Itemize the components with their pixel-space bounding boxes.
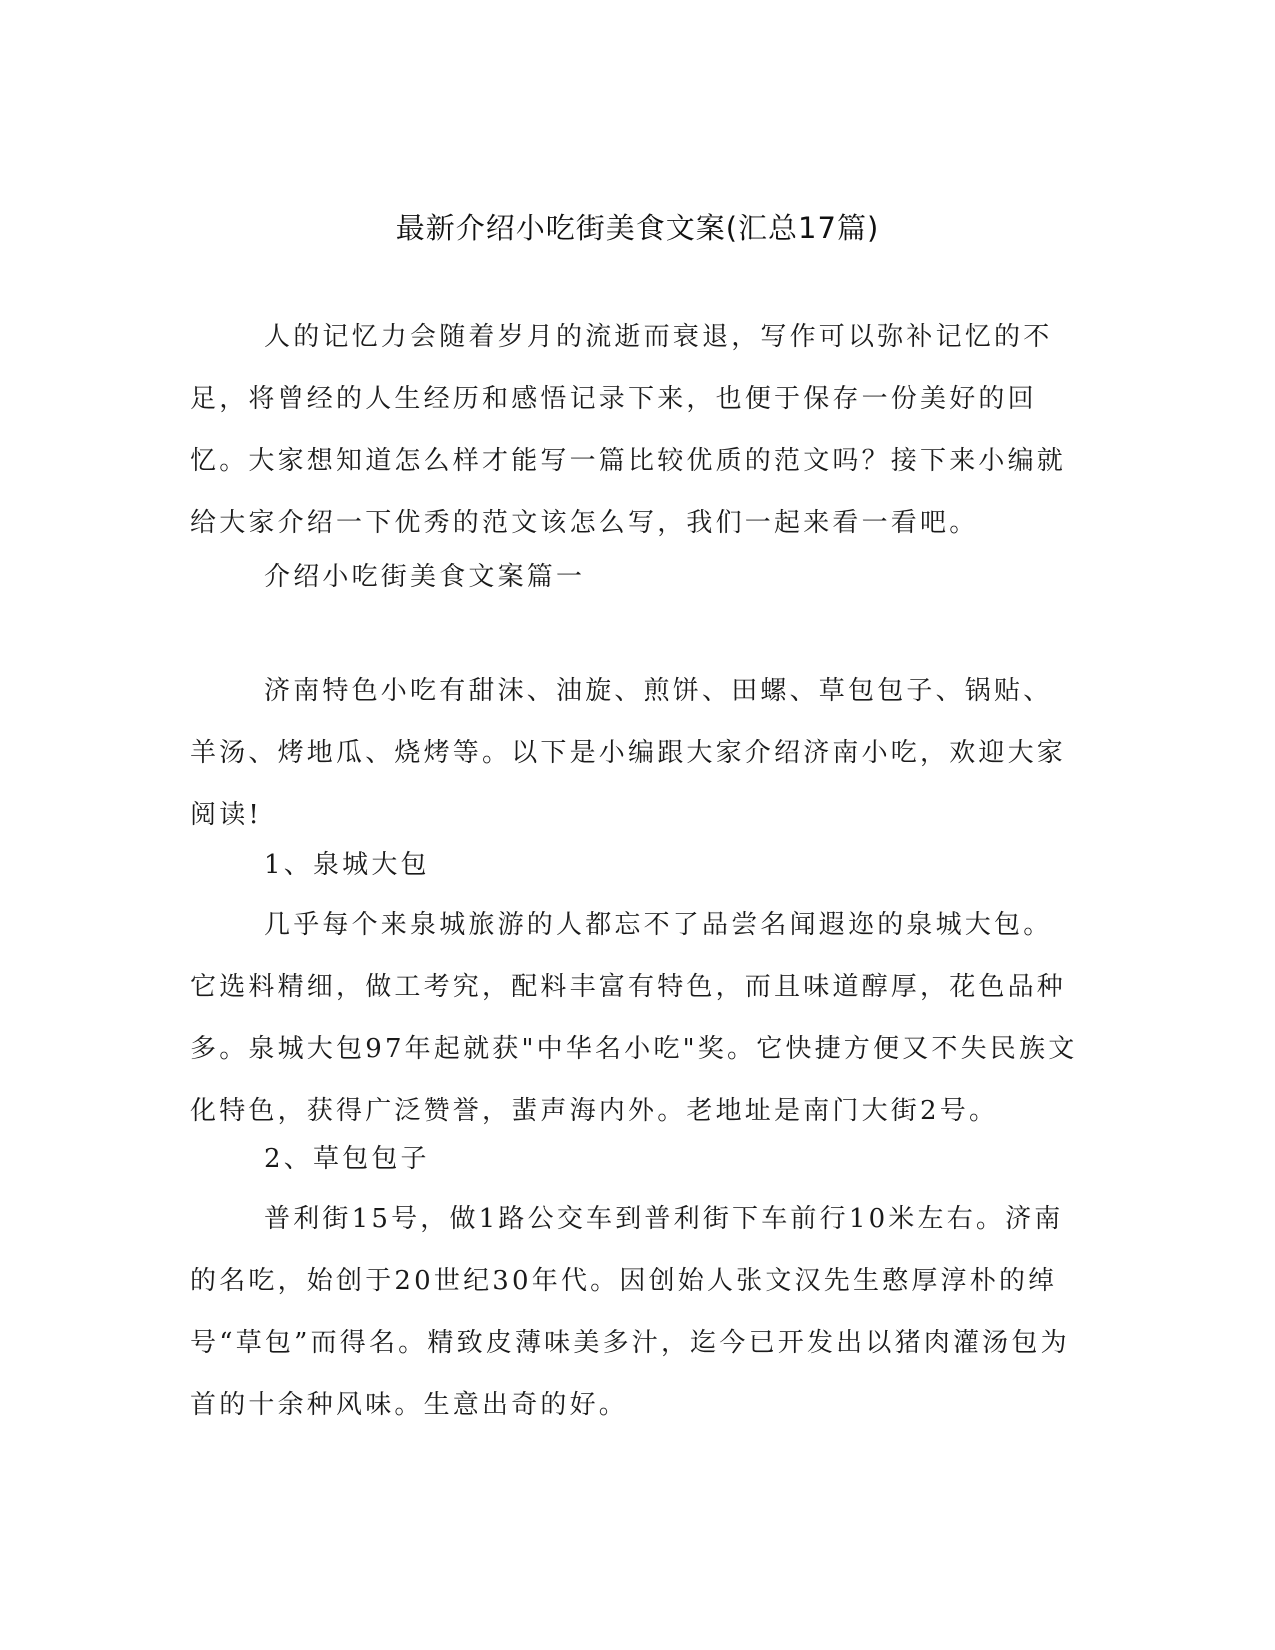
- document-title: 最新介绍小吃街美食文案(汇总17篇): [395, 211, 880, 245]
- quancheng-dabao-paragraph: 几乎每个来泉城旅游的人都忘不了品尝名闻遐迩的泉城大包。它选料精细，做工考究，配料丰富有特色，而且味道醇厚，花色品种多。泉城大包97年起就获"中华名小吃"奖。它快捷方便又不失民族文化特色，获得广泛赞誉，蜚声海内外。老地址是南门大街2号。: [190, 910, 1078, 1126]
- intro-paragraph: 人的记忆力会随着岁月的流逝而衰退，写作可以弥补记忆的不足，将曾经的人生经历和感悟记录下来，也便于保存一份美好的回忆。大家想知道怎么样才能写一篇比较优质的范文吗？接下来小编就给大家介绍一下优秀的范文该怎么写，我们一起来看一看吧。: [190, 322, 1067, 538]
- jinan-snacks-paragraph: 济南特色小吃有甜沫、油旋、煎饼、田螺、草包包子、锅贴、羊汤、烤地瓜、烧烤等。以下是小编跟大家介绍济南小吃，欢迎大家阅读!: [190, 676, 1067, 830]
- caobao-baozi-paragraph: 普利街15号，做1路公交车到普利街下车前行10米左右。济南的名吃，始创于20世纪30年代。因创始人张文汉先生憨厚淳朴的绰号“草包”而得名。精致皮薄味美多汁，迄今已开发出以猪肉灌汤包为首的十余种风味。生意出奇的好。: [190, 1204, 1070, 1420]
- item-heading-quancheng-dabao: 1、泉城大包: [264, 850, 430, 880]
- item-heading-caobao-baozi: 2、草包包子: [264, 1144, 430, 1174]
- section-heading-part-one: 介绍小吃街美食文案篇一: [264, 562, 586, 592]
